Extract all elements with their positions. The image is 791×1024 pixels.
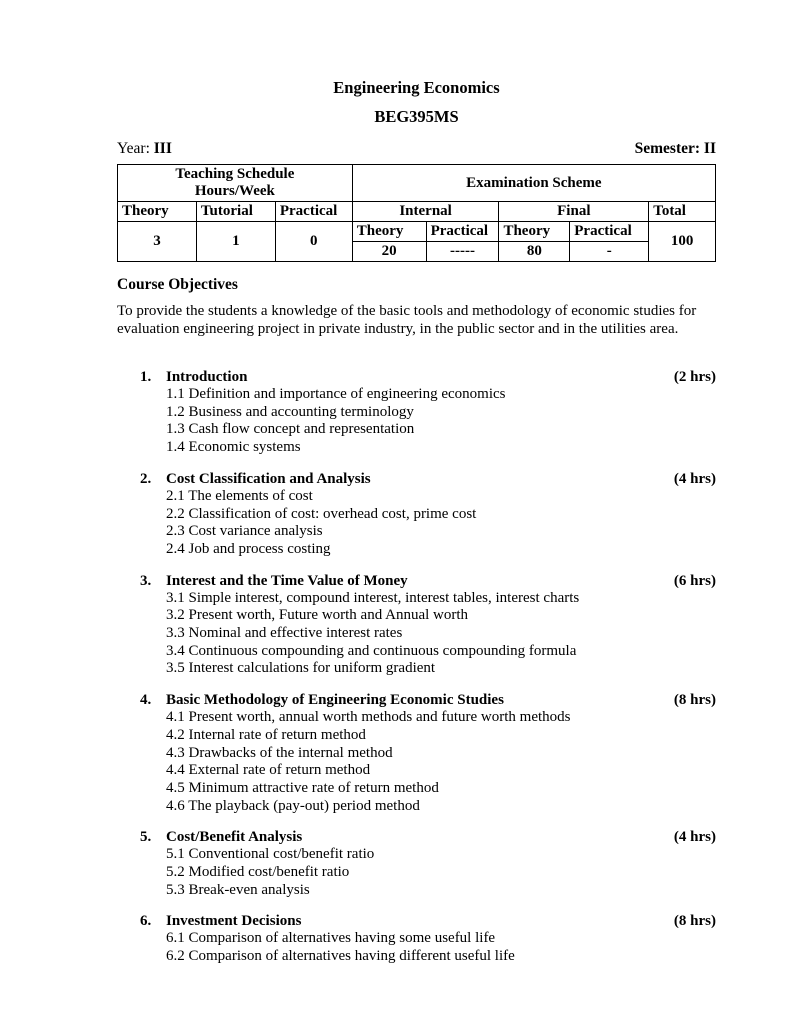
section-title: Cost Classification and Analysis xyxy=(166,470,371,487)
section-hours: (6 hrs) xyxy=(673,572,716,589)
course-objectives-text: To provide the students a knowledge of the basic tools and methodology of economic studies for evaluation engineering project in private industry, in the public sector and in the utilities area. xyxy=(117,303,697,337)
section-heading xyxy=(140,470,716,488)
theory-col-header: Theory xyxy=(118,202,197,222)
section-item: 2.4 Job and process costing xyxy=(166,540,331,557)
syllabus-section xyxy=(140,470,716,559)
section-hours: (8 hrs) xyxy=(673,692,716,709)
section-items xyxy=(166,709,716,815)
section-item: 3.3 Nominal and effective interest rates xyxy=(166,625,403,642)
section-item: 3.5 Interest calculations for uniform gradient xyxy=(166,660,436,677)
section-item: 4.5 Minimum attractive rate of return method xyxy=(166,779,439,796)
final-practical-subheader: Practical xyxy=(570,222,649,242)
course-objectives-heading: Course Objectives xyxy=(117,276,238,293)
section-items xyxy=(166,386,716,457)
section-item: 2.1 The elements of cost xyxy=(166,487,313,504)
section-title: Cost/Benefit Analysis xyxy=(166,829,303,846)
syllabus-section xyxy=(140,912,716,965)
internal-practical-marks: ----- xyxy=(426,242,499,262)
section-number: 2. xyxy=(140,470,152,487)
section-number: 5. xyxy=(140,829,152,846)
section-title: Basic Methodology of Engineering Economic Studies xyxy=(166,692,504,709)
section-item: 1.2 Business and accounting terminology xyxy=(166,403,414,420)
teaching-schedule-header-cell xyxy=(118,165,353,202)
semester-value: II xyxy=(703,140,716,157)
section-item: 5.2 Modified cost/benefit ratio xyxy=(166,864,350,881)
section-hours: (4 hrs) xyxy=(673,829,716,846)
section-number: 6. xyxy=(140,913,152,930)
total-marks-cell: 100 xyxy=(649,222,716,262)
section-item: 5.3 Break-even analysis xyxy=(166,881,310,898)
section-item: 1.4 Economic systems xyxy=(166,439,301,456)
section-item: 4.2 Internal rate of return method xyxy=(166,726,366,743)
document-title: Engineering Economics xyxy=(333,78,500,97)
syllabus-sections xyxy=(117,368,716,966)
section-item: 3.4 Continuous compounding and continuous compounding formula xyxy=(166,642,577,659)
section-hours: (4 hrs) xyxy=(673,470,716,487)
section-heading xyxy=(140,572,716,590)
final-practical-marks: - xyxy=(570,242,649,262)
section-item: 6.2 Comparison of alternatives having different useful life xyxy=(166,948,515,965)
schedule-exam-table xyxy=(117,164,716,262)
semester-label: Semester: xyxy=(634,140,701,157)
section-item: 1.1 Definition and importance of engineering economics xyxy=(166,386,506,402)
table-group-header-row xyxy=(118,165,716,202)
section-items xyxy=(166,846,716,899)
syllabus-section xyxy=(140,828,716,899)
final-theory-subheader: Theory xyxy=(499,222,570,242)
total-col-header: Total xyxy=(649,202,716,222)
section-item: 6.1 Comparison of alternatives having some useful life xyxy=(166,930,496,947)
tutorial-col-header: Tutorial xyxy=(196,202,275,222)
section-items xyxy=(166,930,716,965)
section-item: 4.1 Present worth, annual worth methods and future worth methods xyxy=(166,709,571,726)
internal-practical-subheader: Practical xyxy=(426,222,499,242)
semester xyxy=(635,140,716,158)
section-number: 4. xyxy=(140,692,152,709)
section-item: 3.1 Simple interest, compound interest, interest tables, interest charts xyxy=(166,589,580,606)
table-subheader-row xyxy=(118,222,716,242)
teaching-schedule-line1: Teaching Schedule xyxy=(175,166,295,182)
theory-hours-cell: 3 xyxy=(118,222,197,262)
year-label: Year: xyxy=(117,140,150,157)
section-item: 5.1 Conventional cost/benefit ratio xyxy=(166,846,375,863)
section-item: 2.3 Cost variance analysis xyxy=(166,523,323,540)
section-item: 3.2 Present worth, Future worth and Annual worth xyxy=(166,607,469,624)
section-items xyxy=(166,488,716,559)
section-item: 4.4 External rate of return method xyxy=(166,762,371,779)
section-heading xyxy=(140,912,716,930)
section-hours: (8 hrs) xyxy=(673,913,716,930)
final-col-header: Final xyxy=(499,202,649,222)
year xyxy=(117,140,172,158)
teaching-schedule-line2: Hours/Week xyxy=(194,183,275,199)
section-heading xyxy=(140,368,716,386)
course-code: BEG395MS xyxy=(374,107,459,126)
section-title: Interest and the Time Value of Money xyxy=(166,572,408,589)
syllabus-section xyxy=(140,572,716,679)
section-number: 1. xyxy=(140,369,152,385)
final-theory-marks: 80 xyxy=(499,242,570,262)
section-title: Introduction xyxy=(166,369,248,385)
internal-col-header: Internal xyxy=(352,202,499,222)
section-heading xyxy=(140,691,716,709)
section-item: 4.6 The playback (pay-out) period method xyxy=(166,797,420,814)
tutorial-hours-cell: 1 xyxy=(196,222,275,262)
syllabus-section xyxy=(140,691,716,815)
section-item: 2.2 Classification of cost: overhead cost, prime cost xyxy=(166,505,477,522)
section-item: 1.3 Cash flow concept and representation xyxy=(166,421,415,438)
section-number: 3. xyxy=(140,572,152,589)
section-items xyxy=(166,590,716,679)
syllabus-section xyxy=(140,368,716,457)
year-semester-row xyxy=(117,140,716,158)
section-hours: (2 hrs) xyxy=(673,369,716,385)
practical-col-header: Practical xyxy=(275,202,352,222)
section-item: 4.3 Drawbacks of the internal method xyxy=(166,744,393,761)
exam-scheme-header-cell: Examination Scheme xyxy=(352,165,715,202)
table-column-header-row xyxy=(118,202,716,222)
section-heading xyxy=(140,828,716,846)
internal-theory-subheader: Theory xyxy=(352,222,426,242)
year-value: III xyxy=(153,140,172,157)
practical-hours-cell: 0 xyxy=(275,222,352,262)
section-title: Investment Decisions xyxy=(166,913,302,930)
internal-theory-marks: 20 xyxy=(352,242,426,262)
